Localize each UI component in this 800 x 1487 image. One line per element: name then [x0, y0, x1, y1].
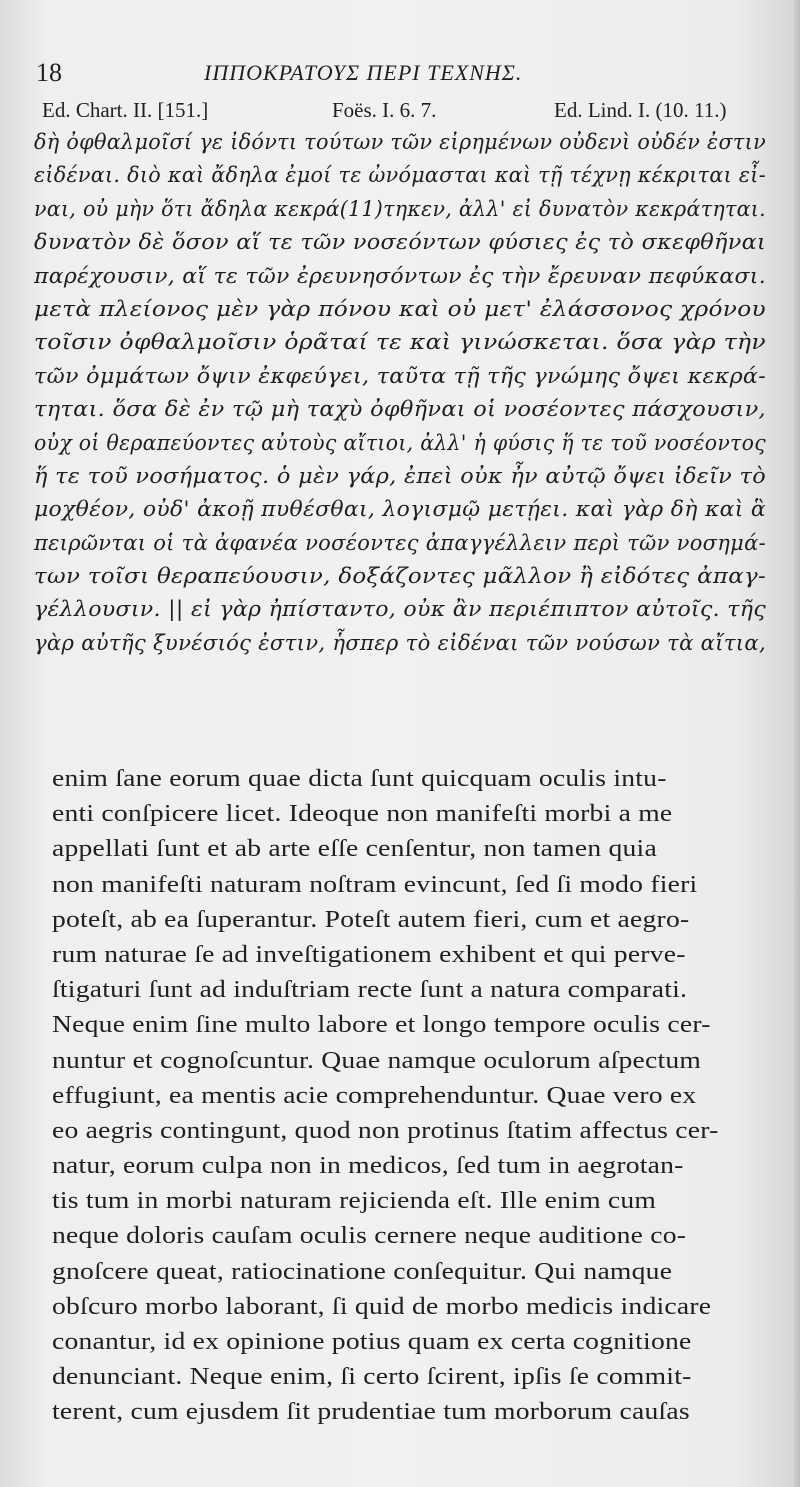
latin-line: natur, eorum culpa non in medicos, ſed tum in aegrotan- [52, 1153, 684, 1180]
greek-line: τοῖσιν ὀφθαλμοῖσιν ὁρᾶταί τε καὶ γινώσκεται. ὅσα γὰρ τὴν [34, 330, 767, 356]
latin-line: gnoſcere queat, ratiocinatione conſequitur. Qui namque [52, 1258, 673, 1285]
greek-line: εἰδέναι. διὸ καὶ ἄδηλα ἐμοί τε ὠνόμασται καὶ τῇ τέχνῃ κέκριται εἶ- [34, 163, 766, 189]
greek-line: τηται. ὅσα δὲ ἐν τῷ μὴ ταχὺ ὀφθῆναι οἱ νοσέοντες πάσχουσιν, [34, 397, 766, 423]
latin-line: rum naturae ſe ad inveſtigationem exhibent et qui perve- [52, 941, 686, 968]
latin-line: Neque enim ſine multo labore et longo tempore oculis cer- [52, 1012, 711, 1039]
greek-line: παρέχουσιν, αἵ τε τῶν ἐρευνησόντων ἐς τὴν ἔρευναν πεφύκασι. [34, 263, 766, 289]
latin-line: poteſt, ab ea ſuperantur. Poteſt autem fieri, cum et aegro- [52, 906, 690, 933]
latin-line: eo aegris contingunt, quod non protinus ſtatim affectus cer- [52, 1117, 719, 1144]
latin-line: obſcuro morbo laborant, ſi quid de morbo medicis indicare [52, 1293, 712, 1320]
latin-line: ſtigaturi ſunt ad induſtriam recte ſunt a natura comparati. [52, 977, 688, 1004]
linden-reference: Ed. Lind. I. (10. 11.) [554, 98, 727, 122]
latin-line: effugiunt, ea mentis acie comprehenduntur. Quae vero ex [52, 1082, 697, 1109]
greek-line: των τοῖσι θεραπεύουσιν, δοξάζοντες μᾶλλον ἢ εἰδότες ἀπαγ- [34, 564, 767, 590]
latin-line: denunciant. Neque enim, ſi certo ſcirent, ipſis ſe commit- [52, 1364, 692, 1391]
greek-line: ναι, οὐ μὴν ὅτι ἄδηλα κεκρά(11)τηκεν, ἀλλ' εἰ δυνατὸν κεκράτηται. [34, 196, 766, 222]
greek-line: πειρῶνται οἱ τὰ ἀφανέα νοσέοντες ἀπαγγέλλειν περὶ τῶν νοσημά- [34, 530, 766, 556]
chartier-reference: Ed. Chart. II. [151.] [42, 98, 209, 122]
greek-line: μοχθέον, οὐδ' ἀκοῇ πυθέσθαι, λογισμῷ μετῄει. καὶ γὰρ δὴ καὶ ἃ [34, 497, 767, 523]
greek-line: γὰρ αὐτῆς ξυνέσιός ἐστιν, ἧσπερ τὸ εἰδέναι τῶν νούσων τὰ αἴτια, [34, 630, 766, 656]
running-title: ΙΠΠΟΚΡΑΤΟΥΣ ΠΕΡΙ ΤΕΧΝΗΣ. [204, 60, 523, 85]
page-header [36, 58, 756, 92]
latin-translation [52, 762, 782, 1431]
latin-line: nuntur et cognoſcuntur. Quae namque oculorum aſpectum [52, 1047, 702, 1074]
latin-line: enti conſpicere licet. Ideoque non manifeſti morbi a me [52, 801, 673, 828]
latin-line: tis tum in morbi naturam rejicienda eſt. Ille enim cum [52, 1188, 657, 1215]
foesius-reference: Foës. I. 6. 7. [332, 98, 437, 122]
greek-text [34, 126, 774, 660]
greek-line: οὐχ οἱ θεραπεύοντες αὐτοὺς αἴτιοι, ἀλλ' ἡ φύσις ἥ τε τοῦ νοσέοντος [34, 430, 766, 456]
latin-line: enim ſane eorum quae dicta ſunt quicquam oculis intu- [52, 766, 667, 792]
latin-line: terent, cum ejusdem ſit prudentiae tum morborum cauſas [52, 1399, 690, 1426]
greek-line: γέλλουσιν. || εἰ γὰρ ἠπίσταντο, οὐκ ἂν περιέπιπτον αὐτοῖς. τῆς [34, 597, 766, 623]
greek-line: δὴ ὀφθαλμοῖσί γε ἰδόντι τούτων τῶν εἰρημένων οὐδενὶ οὐδέν ἐστιν [34, 130, 766, 155]
latin-line: non manifeſti naturam noſtram evincunt, ſed ſi modo fieri [52, 871, 698, 898]
edition-references [42, 98, 772, 128]
greek-line: δυνατὸν δὲ ὅσον αἵ τε τῶν νοσεόντων φύσιες ἐς τὸ σκεφθῆναι [34, 230, 767, 256]
greek-line: ἥ τε τοῦ νοσήματος. ὁ μὲν γάρ, ἐπεὶ οὐκ ἦν αὐτῷ ὄψει ἰδεῖν τὸ [34, 463, 767, 489]
greek-line: τῶν ὀμμάτων ὄψιν ἐκφεύγει, ταῦτα τῇ τῆς γνώμης ὄψει κεκρά- [34, 363, 767, 389]
page-number: 18 [36, 58, 62, 87]
latin-line: neque doloris cauſam oculis cernere neque auditione co- [52, 1223, 687, 1250]
latin-line: conantur, id ex opinione potius quam ex certa cognitione [52, 1329, 692, 1355]
latin-line: appellati ſunt et ab arte eſſe cenſentur, non tamen quia [52, 836, 657, 863]
greek-line: μετὰ πλείονος μὲν γὰρ πόνου καὶ οὐ μετ' ἐλάσσονος χρόνου [34, 296, 766, 322]
